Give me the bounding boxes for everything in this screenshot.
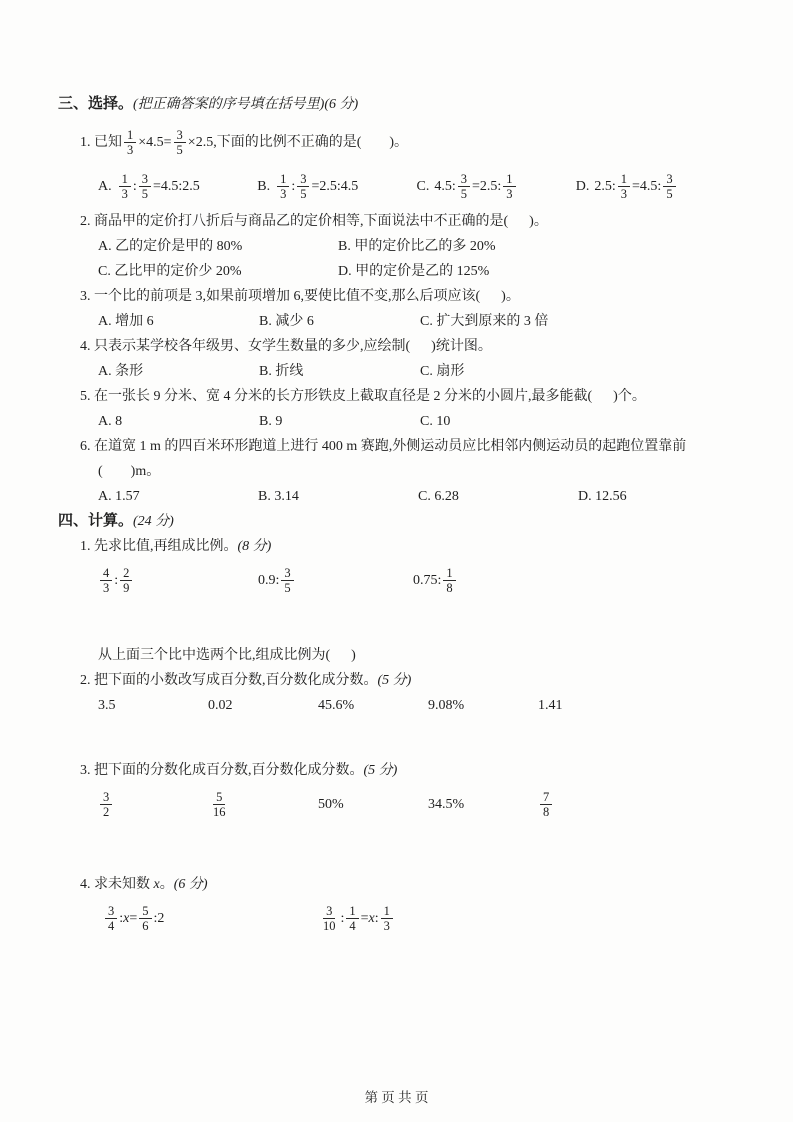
section-3-header [58,92,735,117]
colon: : [132,179,137,194]
calc-2-values [98,693,735,718]
question-3-text: 3. 一个比的前项是 3,如果前项增加 6,要使比值不变,那么后项应该( )。 [80,289,520,304]
fraction: $\frac{3}{2}$ [100,790,112,820]
section-4-note: (24 分) [133,514,174,529]
option-label: D. [575,179,590,194]
question-6-text-line-2: ( )m。 [98,464,161,479]
fraction: $\frac{1}{4}$ [346,904,358,934]
q1-text-1: 1. 已知 [80,135,122,150]
q6-option-d: D. 12.56 [578,489,627,504]
question-1-text [80,121,735,165]
calc-1-expressions [98,559,735,603]
section-3-note: (把正确答案的序号填在括号里)(6 分) [133,97,359,112]
expression-text: 0.9: [258,573,280,588]
variable-x: x [368,911,375,926]
fraction: $\frac{1}{3}$ [124,128,136,158]
colon: : [340,911,345,926]
fraction-value [208,783,318,827]
percent-value: 9.08% [428,698,465,713]
fraction: $\frac{3}{5}$ [139,172,151,202]
equals-sign: = [129,911,138,926]
calc-4-points: (6 分) [173,877,208,892]
q1-option-c [417,165,576,209]
percent-value: 45.6% [318,698,355,713]
q5-option-c: C. 10 [420,414,451,429]
calc-1-text [80,534,735,559]
variable-x: x [153,877,160,892]
fraction: $\frac{1}{8}$ [443,566,455,596]
option-text: =4.5: [632,179,662,194]
q6-option-c: C. 6.28 [418,489,459,504]
fraction: $\frac{5}{16}$ [213,789,226,820]
calc-3-text [80,758,735,783]
equation-2 [318,897,395,941]
calc-3-points: (5 分) [363,763,398,778]
fraction: $\frac{3}{4}$ [105,904,117,934]
colon: : [114,573,119,588]
decimal-value: 3.5 [98,698,116,713]
q2-option-c: C. 乙比甲的定价少 20% [98,264,242,279]
question-4-text: 4. 只表示某学校各年级男、女学生数量的多少,应绘制( )统计图。 [80,339,492,354]
calc-4-label-end: 。 [159,877,174,892]
question-1-options [98,165,735,209]
fraction: $\frac{3}{5}$ [281,566,293,596]
option-text: =2.5: [471,179,502,194]
equals-sign: = [360,911,369,926]
fraction: $\frac{1}{3}$ [618,172,630,202]
q2-option-b: B. 甲的定价比乙的多 20% [338,239,496,254]
q1-option-a [98,165,257,209]
calc-1-label: 1. 先求比值,再组成比例。 [80,539,238,554]
option-text: =2.5:4.5 [311,179,359,194]
option-text: 2.5: [594,179,616,194]
q3-option-b: B. 减少 6 [259,314,314,329]
question-2-options-row-2 [98,259,735,284]
fraction-value [98,783,208,827]
fraction-value [538,783,554,827]
fraction: $\frac{5}{6}$ [139,904,151,934]
q3-option-c: C. 扩大到原来的 3 倍 [420,314,549,329]
q1-text-2: ×4.5= [138,135,172,150]
calc-1-followup: 从上面三个比中选两个比,组成比例为( ) [98,648,356,663]
section-3-title: 三、选择。 [58,96,134,112]
calc-3-label: 3. 把下面的分数化成百分数,百分数化成分数。 [80,763,364,778]
question-2-options-row-1 [98,234,735,259]
q6-option-a: A. 1.57 [98,489,140,504]
fraction: $\frac{3}{10}$ [323,903,336,934]
calc-2-label: 2. 把下面的小数改写成百分数,百分数化成分数。 [80,673,378,688]
option-label: C. [416,179,430,194]
question-6-options [98,484,735,509]
ratio-expression-1 [98,559,258,603]
ratio-expression-2 [258,559,413,603]
fraction: $\frac{3}{5}$ [174,128,186,158]
fraction: $\frac{3}{5}$ [663,172,675,202]
fraction: $\frac{2}{9}$ [120,566,132,596]
expression-text: 0.75: [413,573,442,588]
section-4-header [58,509,735,534]
section-4-title: 四、计算。 [58,513,134,529]
option-text: =4.5:2.5 [153,179,200,194]
colon: : [291,179,296,194]
fraction: $\frac{1}{3}$ [503,172,515,202]
fraction: $\frac{4}{3}$ [100,566,112,596]
question-5-options [98,409,735,434]
q6-option-b: B. 3.14 [258,489,299,504]
fraction: $\frac{1}{3}$ [381,904,393,934]
calc-4-text [80,872,735,897]
colon: : [119,911,124,926]
q3-option-a: A. 增加 6 [98,314,154,329]
colon: : [374,911,379,926]
equation-1 [103,897,318,941]
percent-value: 34.5% [428,797,465,812]
fraction: $\frac{1}{3}$ [119,172,131,202]
q5-option-a: A. 8 [98,414,123,429]
fraction: $\frac{3}{5}$ [458,172,470,202]
fraction: $\frac{1}{3}$ [277,172,289,202]
calc-4-equations [103,897,735,941]
q1-text-3: ×2.5,下面的比例不正确的是( )。 [187,135,409,150]
question-6-text-line-1: 6. 在道宽 1 m 的四百米环形跑道上进行 400 m 赛跑,外侧运动员应比相邻内侧运动员的起跑位置靠前 [80,439,687,454]
option-text: 4.5: [434,179,456,194]
q2-option-a: A. 乙的定价是甲的 80% [98,239,243,254]
option-label: B. [257,179,271,194]
question-5-text: 5. 在一张长 9 分米、宽 4 分米的长方形铁皮上截取直径是 2 分米的小圆片,最多能截( )个。 [80,389,646,404]
q1-option-b [257,165,416,209]
calc-3-values [98,783,735,827]
q4-option-b: B. 折线 [259,364,304,379]
question-3-options [98,309,735,334]
q5-option-b: B. 9 [259,414,283,429]
question-4-options [98,359,735,384]
q2-option-d: D. 甲的定价是乙的 125% [338,264,490,279]
variable-x: x [123,911,130,926]
fraction: $\frac{7}{8}$ [540,790,552,820]
equation-tail: :2 [153,911,165,926]
fraction: $\frac{3}{5}$ [297,172,309,202]
calc-4-label: 4. 求未知数 [80,877,154,892]
calc-1-points: (8 分) [237,539,272,554]
q4-option-a: A. 条形 [98,364,144,379]
option-label: A. [98,179,112,194]
percent-value: 50% [318,797,344,812]
q1-option-d [576,165,735,209]
calc-2-text [80,668,735,693]
q4-option-c: C. 扇形 [420,364,465,379]
ratio-expression-3 [413,559,458,603]
page-footer: 第 页 共 页 [364,1090,429,1105]
calc-2-points: (5 分) [377,673,412,688]
decimal-value: 0.02 [208,698,233,713]
question-2-text: 2. 商品甲的定价打八折后与商品乙的定价相等,下面说法中不正确的是( )。 [80,214,548,229]
decimal-value: 1.41 [538,698,563,713]
